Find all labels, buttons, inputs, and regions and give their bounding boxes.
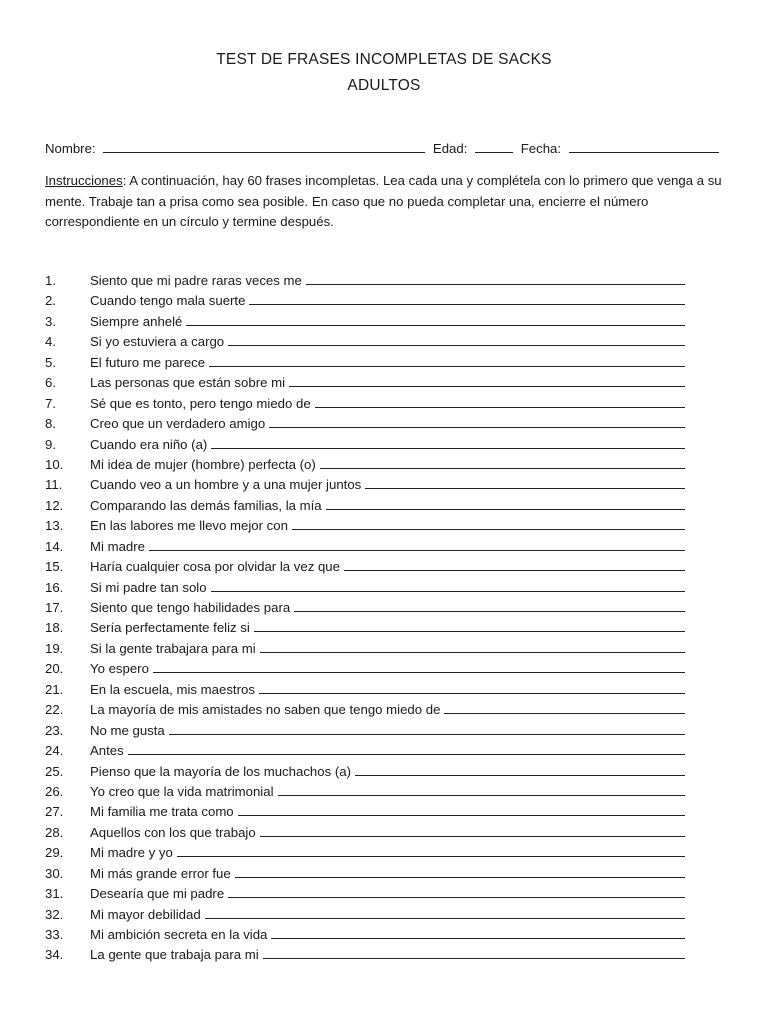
sentence-item [45,619,685,639]
instructions-text: : A continuación, hay 60 frases incompletas. Lea cada una y complétela con lo primero que venga a su mente. Trabaje tan a prisa como sea posible. En caso que no pueda completar una, encierre el número correspondiente en un círculo y termine después. [45,173,722,230]
answer-line[interactable] [355,763,685,776]
item-number: 10. [45,456,64,472]
item-prompt: Mi ambición secreta en la vida [90,927,268,942]
answer-line[interactable] [169,722,685,735]
item-prompt: Cuando tengo mala suerte [90,293,246,309]
item-prompt: Mi más grande error fue [90,865,231,881]
sentence-item [45,599,685,619]
sentence-item [45,865,685,885]
answer-line[interactable] [271,926,685,939]
sentence-item [45,374,685,394]
answer-line[interactable] [149,538,685,551]
header-fields [45,140,735,156]
answer-line[interactable] [209,354,685,367]
sentence-item [45,313,685,333]
nombre-label: Nombre: [45,141,96,156]
item-prompt: Aquellos con los que trabajo [90,824,256,840]
item-prompt: Creo que un verdadero amigo [90,416,266,432]
answer-line[interactable] [315,395,685,408]
item-prompt: Haría cualquier cosa por olvidar la vez que [90,559,340,575]
item-prompt: Las personas que están sobre mi [90,375,285,391]
sentence-item [45,660,685,680]
sentence-item [45,742,685,762]
item-prompt: Desearía que mi padre [90,886,225,902]
item-number: 11. [45,477,63,493]
item-number: 30. [45,865,64,881]
answer-line[interactable] [228,885,685,898]
answer-line[interactable] [365,476,685,489]
item-prompt: Si la gente trabajara para mi [90,640,256,656]
item-number: 8. [45,416,56,432]
sentence-item [45,415,685,435]
answer-line[interactable] [254,619,685,632]
item-prompt: La mayoría de mis amistades no saben que tengo miedo de [90,702,441,718]
sentence-item [45,783,685,803]
answer-line[interactable] [269,415,685,428]
answer-line[interactable] [292,517,685,530]
item-prompt: Cuando veo a un hombre y a una mujer juntos [90,477,362,493]
sentence-item [45,763,685,783]
item-prompt: Comparando las demás familias, la mía [90,497,322,513]
sentence-item [45,333,685,353]
document-title: TEST DE FRASES INCOMPLETAS DE SACKS [216,51,552,68]
item-prompt: Si yo estuviera a cargo [90,334,225,350]
answer-line[interactable] [211,579,685,592]
sentence-item [45,456,685,476]
item-number: 5. [45,354,56,370]
sentence-item [45,292,685,312]
item-prompt: La gente que trabaja para mi [90,947,259,963]
item-number: 19. [45,640,64,656]
edad-field[interactable] [475,140,513,153]
item-prompt: Pienso que la mayoría de los muchachos (a) [90,763,351,779]
answer-line[interactable] [320,456,685,469]
item-number: 32. [45,906,64,922]
sentence-item [45,906,685,926]
fecha-field[interactable] [569,140,719,153]
item-number: 22. [45,702,64,718]
sentence-item [45,272,685,292]
item-number: 27. [45,804,64,820]
item-prompt: En las labores me llevo mejor con [90,518,288,534]
answer-line[interactable] [260,824,685,837]
answer-line[interactable] [228,333,685,346]
answer-line[interactable] [306,272,685,285]
item-number: 18. [45,620,64,636]
item-prompt: Mi madre y yo [90,845,173,861]
answer-line[interactable] [260,640,685,653]
sentence-item [45,497,685,517]
sentence-item [45,722,685,742]
answer-line[interactable] [153,660,685,673]
item-prompt: Yo creo que la vida matrimonial [90,783,274,799]
sentence-item [45,681,685,701]
sentence-item [45,803,685,823]
sentence-item [45,885,685,905]
answer-line[interactable] [259,681,685,694]
item-number: 3. [45,313,56,329]
sentence-item [45,517,685,537]
item-prompt: Yo espero [90,661,149,677]
item-prompt: Siento que tengo habilidades para [90,600,291,615]
answer-line[interactable] [344,558,685,571]
item-number: 20. [45,661,64,677]
sentence-item [45,558,685,578]
item-prompt: En la escuela, mis maestros [90,681,255,697]
item-number: 12. [45,497,64,513]
answer-line[interactable] [294,599,685,612]
item-number: 21. [45,681,64,697]
answer-line[interactable] [278,783,685,796]
item-prompt: Siempre anhelé [90,313,183,329]
sentence-item [45,579,685,599]
item-number: 2. [45,293,56,309]
sentence-item [45,354,685,374]
sentence-item [45,538,685,558]
sentence-item [45,395,685,415]
item-number: 23. [45,722,64,738]
item-prompt: Mi familia me trata como [90,804,234,820]
item-prompt: Siento que mi padre raras veces me [90,273,302,288]
sentence-item [45,844,685,864]
document-subtitle: ADULTOS [347,77,421,94]
answer-line[interactable] [235,865,685,878]
answer-line[interactable] [289,374,685,387]
instructions [45,171,731,233]
item-prompt: No me gusta [90,722,165,738]
answer-line[interactable] [128,742,685,755]
item-prompt: Mi idea de mujer (hombre) perfecta (o) [90,456,316,472]
item-prompt: Sería perfectamente feliz si [90,620,250,636]
item-number: 7. [45,395,56,411]
fecha-label: Fecha: [520,141,562,156]
sentence-item [45,824,685,844]
sentence-list [45,272,685,967]
item-number: 15. [45,559,64,575]
item-number: 25. [45,763,64,779]
sentence-item [45,946,685,966]
answer-line[interactable] [444,701,685,714]
answer-line[interactable] [205,906,685,919]
sentence-item [45,436,685,456]
answer-line[interactable] [238,803,685,816]
item-prompt: Cuando era niño (a) [90,436,208,452]
item-number: 33. [45,927,64,942]
sentence-item [45,926,685,946]
item-number: 28. [45,824,64,840]
item-number: 6. [45,375,56,391]
item-number: 1. [45,273,56,288]
item-prompt: El futuro me parece [90,354,206,370]
item-prompt: Mi madre [90,538,145,554]
answer-line[interactable] [177,844,685,857]
item-prompt: Si mi padre tan solo [90,579,207,595]
item-number: 16. [45,579,64,595]
edad-label: Edad: [432,141,468,156]
answer-line[interactable] [263,946,685,959]
answer-line[interactable] [211,436,685,449]
item-number: 14. [45,538,64,554]
item-number: 17. [45,600,64,615]
sentence-item [45,476,685,496]
answer-line[interactable] [249,292,685,305]
sentence-item [45,701,685,721]
item-number: 13. [45,518,64,534]
item-prompt: Antes [90,743,124,759]
item-number: 9. [45,436,56,452]
item-number: 26. [45,783,64,799]
item-prompt: Mi mayor debilidad [90,906,201,922]
item-number: 31. [45,886,64,902]
sentence-item [45,640,685,660]
item-prompt: Sé que es tonto, pero tengo miedo de [90,395,311,411]
answer-line[interactable] [326,497,685,510]
instructions-label: Instrucciones [45,173,123,188]
item-number: 34. [45,947,64,963]
nombre-field[interactable] [103,140,425,153]
item-number: 4. [45,334,56,350]
item-number: 29. [45,845,64,861]
item-number: 24. [45,743,64,759]
answer-line[interactable] [186,313,685,326]
